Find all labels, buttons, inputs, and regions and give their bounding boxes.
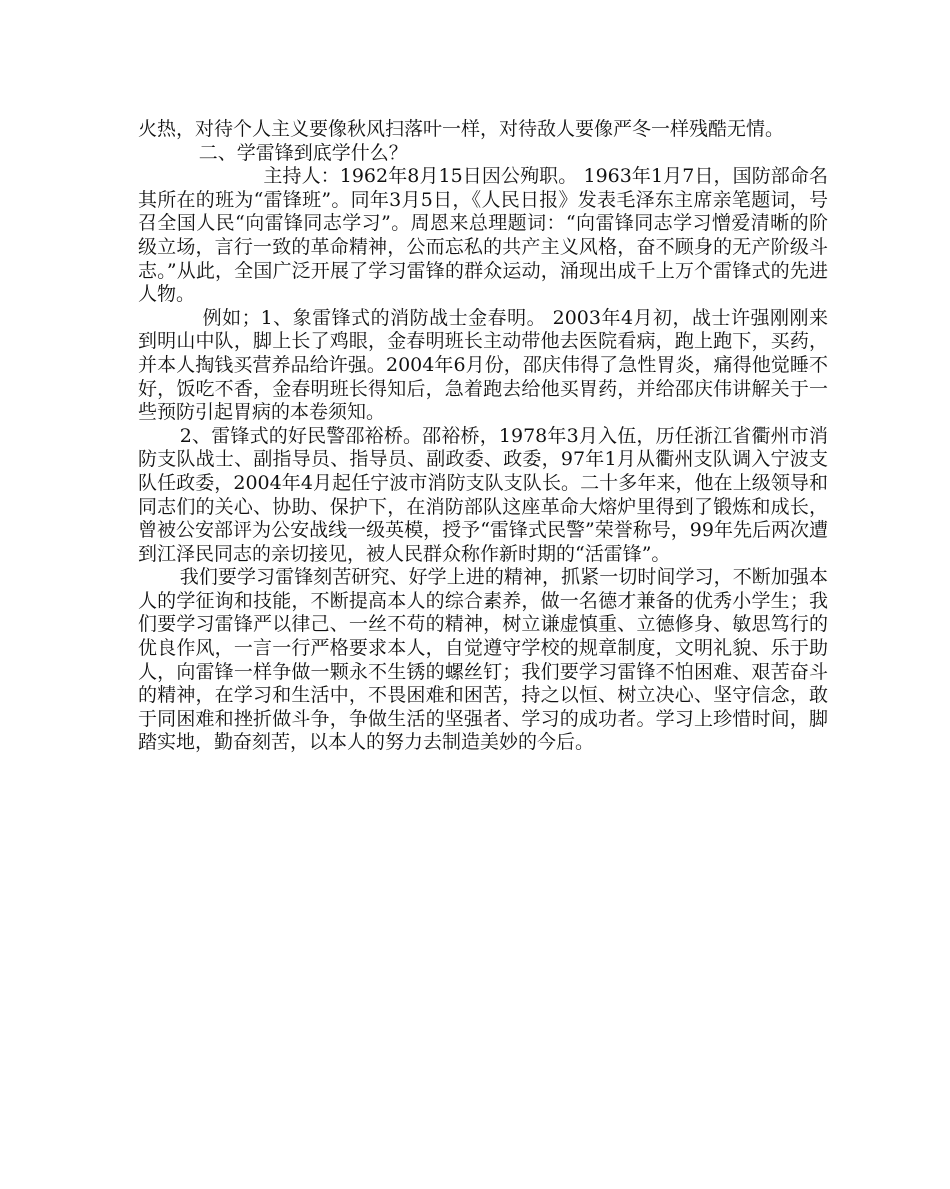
document-page <box>138 118 828 755</box>
paragraph-conclusion: 我们要学习雷锋刻苦研究、好学上进的精神，抓紧一切时间学习，不断加强本人的学征询和技能，不断提高本人的综合素养，做一名德才兼备的优秀小学生；我们要学习雷锋严以律己、一丝不苟的精神，树立谦虚慎重、立德修身、敏思笃行的优良作风，一言一行严格要求本人，自觉遵守学校的规章制度，文明礼貌、乐于助人，向雷锋一样争做一颗永不生锈的螺丝钉；我们要学习雷锋不怕困难、艰苦奋斗的精神，在学习和生活中，不畏困难和困苦，持之以恒、树立决心、坚守信念，敢于同困难和挫折做斗争，争做生活的坚强者、学习的成功者。学习上珍惜时间，脚踏实地，勤奋刻苦，以本人的努力去制造美妙的今后。 <box>138 566 828 754</box>
section-heading: 二、学雷锋到底学什么？ <box>198 141 408 164</box>
paragraph-continuation: 火热，对待个人主义要像秋风扫落叶一样，对待敌人要像严冬一样残酷无情。 <box>138 118 785 140</box>
paragraph-example-1: 例如；1、象雷锋式的消防战士金春明。 2003年4月初，战士许强刚刚来到明山中队，脚上长了鸡眼，金春明班长主动带他去医院看病，跑上跑下，买药，并本人掏钱买营养品给许强。2004年6月份，邵庆伟得了急性胃炎，痛得他觉睡不好，饭吃不香，金春明班长得知后，急着跑去给他买胃药，并给邵庆伟讲解关于一些预防引起胃病的本卷须知。 <box>138 306 828 424</box>
paragraph-host: 主持人：1962年8月15日因公殉职。 1963年1月7日，国防部命名其所在的班为“雷锋班”。同年3月5日，《人民日报》发表毛泽东主席亲笔题词，号召全国人民“向雷锋同志学习”。周恩来总理题词：“向雷锋同志学习憎爱清晰的阶级立场，言行一致的革命精神，公而忘私的共产主义风格，奋不顾身的无产阶级斗志。”从此，全国广泛开展了学习雷锋的群众运动，涌现出成千上万个雷锋式的先进人物。 <box>138 165 828 306</box>
paragraph-example-2: 2、雷锋式的好民警邵裕桥。邵裕桥，1978年3月入伍，历任浙江省衢州市消防支队战士、副指导员、指导员、副政委、政委，97年1月从衢州支队调入宁波支队任政委，2004年4月起任宁波市消防支队支队长。二十多年来，他在上级领导和同志们的关心、协助、保护下，在消防部队这座革命大熔炉里得到了锻炼和成长，曾被公安部评为公安战线一级英模，授予“雷锋式民警”荣誉称号，99年先后两次遭到江泽民同志的亲切接见，被人民群众称作新时期的“活雷锋”。 <box>138 424 828 565</box>
